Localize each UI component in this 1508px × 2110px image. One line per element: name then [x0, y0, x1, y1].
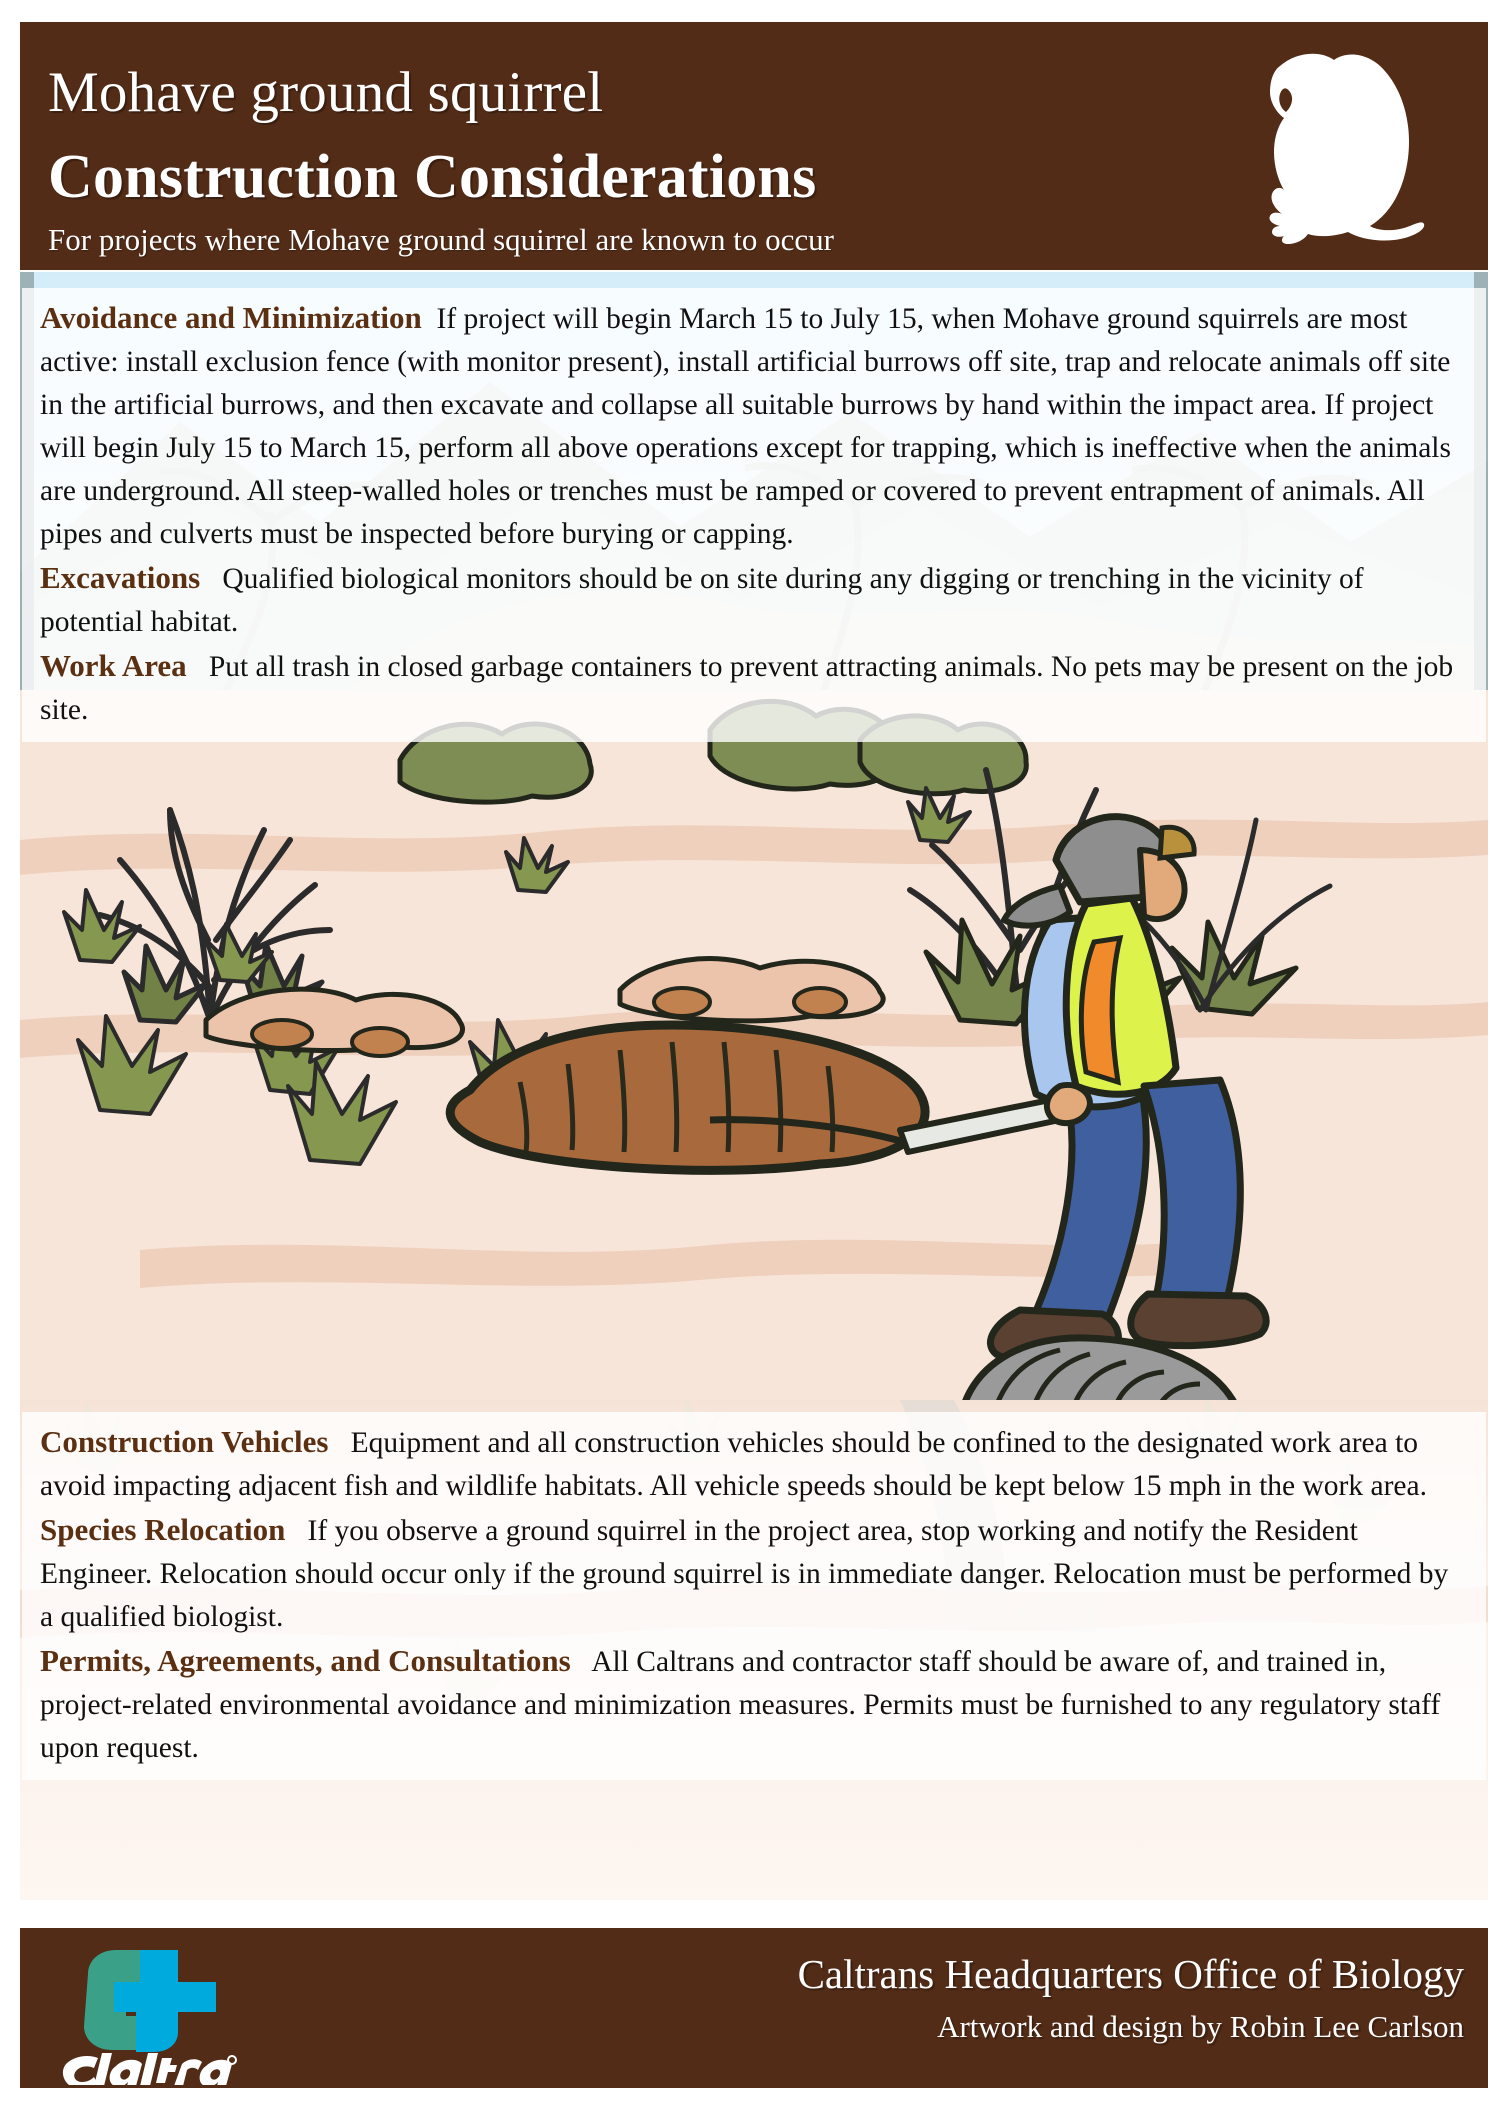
- section-body: Equipment and all construction vehicles should be confined to the designated work area to avoid impacting adjacent fish and wildlife habitats. All vehicle speeds should be kept below 15 mph in the work area.: [40, 1427, 1427, 1502]
- section-species-relocation: [40, 1508, 1468, 1639]
- section-heading: Excavations: [40, 560, 201, 595]
- desert-worker-illustration-art: [20, 690, 1488, 1420]
- poster-footer: [20, 1928, 1488, 2088]
- section-permits-agreements-consultations: [40, 1639, 1468, 1770]
- section-excavations: [40, 556, 1468, 644]
- page-title-species: Mohave ground squirrel: [48, 61, 604, 124]
- footer-credit: Artwork and design by Robin Lee Carlson: [937, 2009, 1464, 2044]
- registered-mark: [228, 2056, 236, 2064]
- guidance-panel-bottom: [22, 1412, 1486, 1780]
- vest-stripe: [1081, 938, 1120, 1082]
- boot-front: [1131, 1294, 1266, 1346]
- section-body: If project will begin March 15 to July 15, when Mohave ground squirrels are most active: install exclusion fence (with monitor present), install artificial burrows off site, trap and relocate animals off site in the artificial burrows, and then excavate and collapse all suitable burrows by hand within the impact area. If project will begin July 15 to March 15, perform all above operations except for trapping, which is ineffective when the animals are underground. All steep-walled holes or trenches must be ramped or covered to prevent entrapment of animals. All pipes and culverts must be inspected before burying or capping.: [40, 303, 1451, 550]
- section-heading: Species Relocation: [40, 1512, 286, 1547]
- section-construction-vehicles: [40, 1420, 1468, 1508]
- page-title-main: Construction Considerations: [48, 143, 817, 211]
- poster-header: [20, 22, 1488, 270]
- section-body: Put all trash in closed garbage containers to prevent attracting animals. No pets may be present on the job site.: [40, 651, 1454, 726]
- squirrel-silhouette-icon: [1208, 34, 1428, 254]
- section-avoidance-and-minimization: [40, 296, 1468, 556]
- hand: [1047, 1085, 1090, 1123]
- caltrans-logo-icon: [44, 1940, 244, 2085]
- section-heading: Permits, Agreements, and Consultations: [40, 1643, 571, 1678]
- footer-organization: Caltrans Headquarters Office of Biology: [797, 1951, 1464, 1997]
- page-subtitle: For projects where Mohave ground squirrel are known to occur: [48, 222, 834, 257]
- section-heading: Construction Vehicles: [40, 1424, 329, 1459]
- section-body: All Caltrans and contractor staff should be aware of, and trained in, project-related environmental avoidance and minimization measures. Permits must be furnished to any regulatory staff upon request.: [40, 1646, 1441, 1764]
- guidance-panel-top: [22, 288, 1486, 742]
- section-work-area: [40, 644, 1468, 732]
- section-heading: Avoidance and Minimization: [40, 300, 422, 335]
- section-body: Qualified biological monitors should be on site during any digging or trenching in the vicinity of potential habitat.: [40, 563, 1364, 638]
- desert-worker-illustration: [20, 690, 1488, 1420]
- section-body: If you observe a ground squirrel in the project area, stop working and notify the Resident Engineer. Relocation should occur only if the ground squirrel is in immediate danger. Relocation must be performed by a qualified biologist.: [40, 1515, 1449, 1633]
- section-heading: Work Area: [40, 648, 187, 683]
- caltrans-wordmark: [63, 2053, 232, 2085]
